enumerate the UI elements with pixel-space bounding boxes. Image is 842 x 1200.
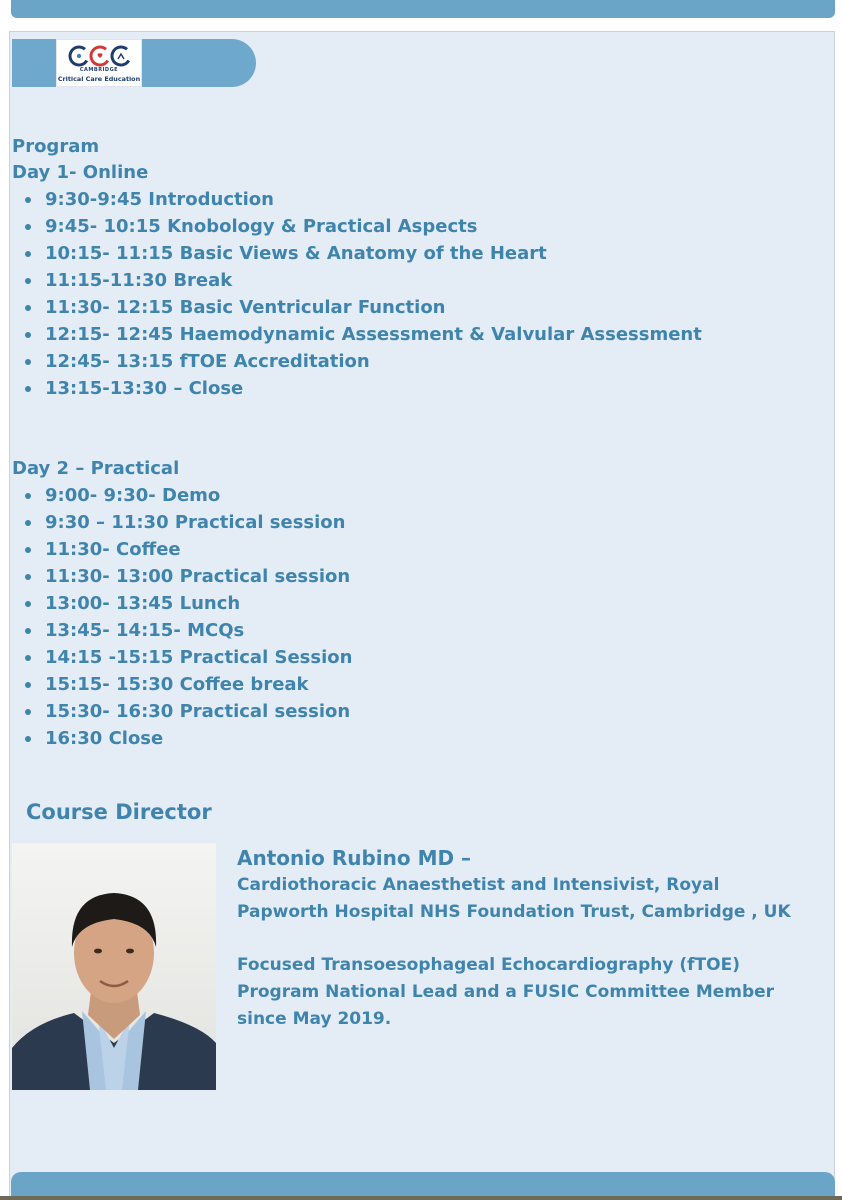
list-item: 15:15- 15:30 Coffee break <box>45 671 702 698</box>
day2-heading: Day 2 – Practical <box>12 458 180 479</box>
list-item: 9:00- 9:30- Demo <box>45 482 702 509</box>
list-item: 13:00- 13:45 Lunch <box>45 590 702 617</box>
list-item: 12:45- 13:15 fTOE Accreditation <box>45 348 702 375</box>
list-item: 13:45- 14:15- MCQs <box>45 617 702 644</box>
list-item: 11:30- 12:15 Basic Ventricular Function <box>45 294 702 321</box>
program-card <box>9 31 835 1200</box>
list-item: 9:45- 10:15 Knobology & Practical Aspects <box>45 213 702 240</box>
list-item: 11:15-11:30 Break <box>45 267 702 294</box>
logo-subtitle: CAMBRIDGE <box>79 67 119 73</box>
list-item: 13:15-13:30 – Close <box>45 375 702 402</box>
list-item: 16:30 Close <box>45 725 702 752</box>
bottom-image-strip <box>0 1196 842 1200</box>
logo-name: Critical Care Education <box>57 75 141 83</box>
list-item: 9:30-9:45 Introduction <box>45 186 702 213</box>
day1-schedule-list <box>12 186 702 402</box>
spacer <box>237 926 827 952</box>
program-schedule <box>12 134 702 752</box>
program-title: Program <box>12 136 100 157</box>
list-item: 15:30- 16:30 Practical session <box>45 698 702 725</box>
director-name: Antonio Rubino MD – <box>237 846 472 870</box>
director-lead-line: Program National Lead and a FUSIC Committee Member <box>237 982 775 1002</box>
director-bio <box>237 844 827 1033</box>
list-item: 9:30 – 11:30 Practical session <box>45 509 702 536</box>
director-role-line: Papworth Hospital NHS Foundation Trust, Cambridge , UK <box>237 902 791 922</box>
day2-schedule-list <box>12 482 702 752</box>
director-lead-line: since May 2019. <box>237 1009 392 1029</box>
list-item: 11:30- 13:00 Practical session <box>45 563 702 590</box>
course-director-title: Course Director <box>26 800 212 824</box>
director-lead-line: Focused Transoesophageal Echocardiography (fTOE) <box>237 955 740 975</box>
day1-heading: Day 1- Online <box>12 162 149 183</box>
director-role-line: Cardiothoracic Anaesthetist and Intensivist, Royal <box>237 875 720 895</box>
list-item: 10:15- 11:15 Basic Views & Anatomy of the Heart <box>45 240 702 267</box>
spacer <box>12 402 702 456</box>
list-item: 14:15 -15:15 Practical Session <box>45 644 702 671</box>
cambridge-critical-care-logo <box>56 39 142 87</box>
top-banner-bar <box>11 0 835 18</box>
director-photo <box>12 843 216 1090</box>
list-item: 12:15- 12:45 Haemodynamic Assessment & Valvular Assessment <box>45 321 702 348</box>
list-item: 11:30- Coffee <box>45 536 702 563</box>
